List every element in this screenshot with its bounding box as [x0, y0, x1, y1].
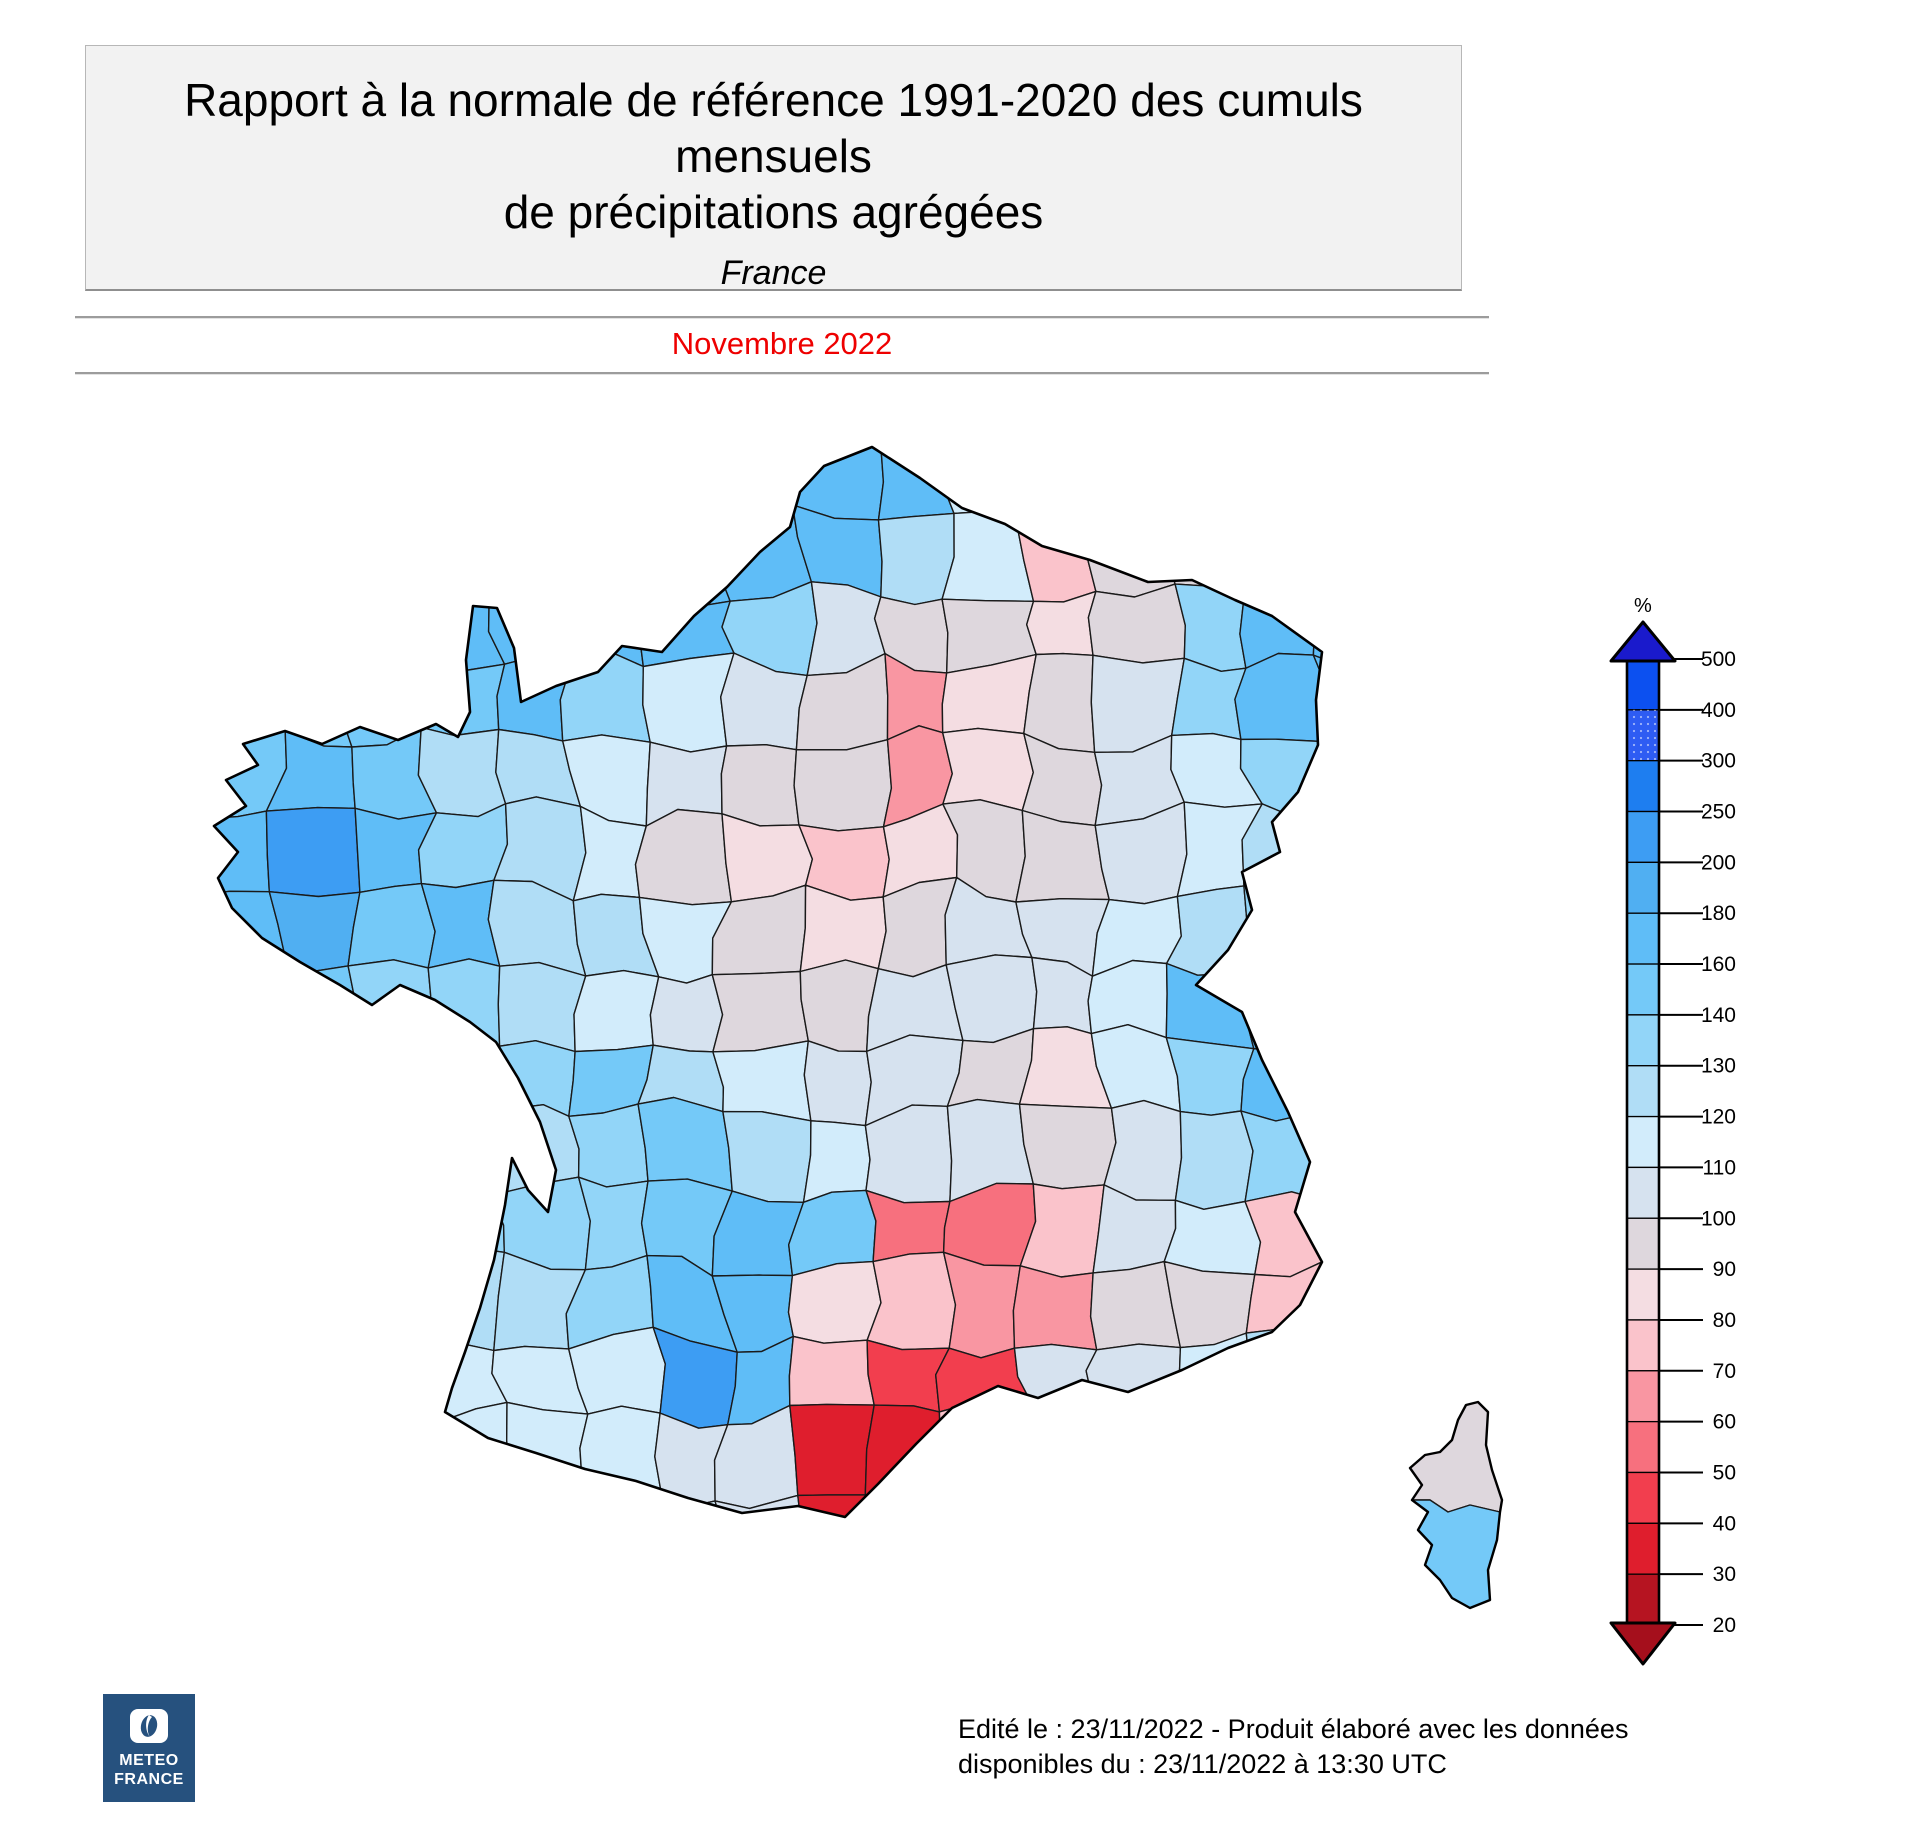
department-cell — [650, 975, 722, 1052]
department-cell — [357, 1186, 427, 1261]
period-label: Novembre 2022 — [671, 326, 893, 361]
department-cell — [432, 1402, 510, 1494]
department-cell — [800, 885, 886, 971]
legend-tick-label: 140 — [1700, 1003, 1736, 1027]
department-cell — [281, 1407, 361, 1490]
department-cell — [1319, 813, 1399, 903]
department-cell — [281, 1027, 360, 1121]
department-cell — [1244, 1404, 1330, 1485]
department-cell — [879, 513, 955, 604]
department-cell — [794, 740, 891, 831]
department-cell — [269, 892, 360, 971]
department-cell — [1322, 949, 1401, 1035]
legend-tick-label: 160 — [1700, 953, 1736, 977]
page-subtitle: France — [720, 254, 827, 292]
edition-footer — [958, 1712, 1628, 1782]
department-cell — [187, 1179, 267, 1272]
department-cell — [187, 1120, 285, 1192]
department-cell — [507, 1402, 588, 1488]
legend-tick-label: 100 — [1700, 1207, 1736, 1231]
department-cell — [1168, 434, 1246, 526]
meteo-france-logo — [103, 1694, 195, 1802]
department-cell — [194, 431, 273, 524]
legend-tick-label: 40 — [1712, 1512, 1736, 1536]
department-cell — [265, 1344, 361, 1420]
legend-segment — [1627, 659, 1659, 710]
legend-tick-label: 200 — [1700, 851, 1736, 875]
department-cell — [360, 1105, 428, 1198]
legend-tick-label: 500 — [1700, 648, 1736, 671]
department-cell — [574, 971, 659, 1052]
department-cell — [643, 653, 734, 752]
footer-line1: Edité le : 23/11/2022 - Produit élaboré avec les données — [958, 1714, 1629, 1744]
page-title-line1: Rapport à la normale de référence 1991-2020 des cumuls mensuels — [184, 74, 1363, 182]
department-cell — [338, 508, 422, 600]
department-cell — [267, 1115, 363, 1198]
department-cell — [798, 1495, 881, 1572]
department-cell — [205, 578, 282, 666]
department-cell — [202, 517, 274, 600]
department-cell — [200, 1481, 283, 1567]
department-cell — [646, 513, 730, 608]
department-cell — [189, 1253, 274, 1353]
legend-segment — [1627, 1574, 1659, 1625]
department-cell — [943, 728, 1034, 810]
department-cell — [638, 1098, 732, 1192]
department-cell — [943, 1490, 1020, 1565]
legend-tick-label: 180 — [1700, 902, 1736, 926]
logo-text-line2: FRANCE — [114, 1771, 184, 1788]
legend-segment — [1627, 964, 1659, 1015]
department-cell — [867, 1252, 955, 1349]
department-cell — [1167, 517, 1245, 588]
department-cell — [1248, 1479, 1327, 1574]
color-scale-legend — [1611, 595, 1736, 1664]
department-cell — [1317, 1479, 1397, 1574]
department-cell — [498, 963, 585, 1052]
department-cell — [865, 1105, 951, 1203]
department-cell — [1320, 1033, 1408, 1111]
legend-segment — [1627, 1320, 1659, 1371]
department-cell — [340, 1484, 432, 1569]
legend-arrow-down — [1611, 1623, 1675, 1664]
legend-segment — [1627, 913, 1659, 964]
department-cell — [1313, 594, 1400, 669]
legend-tick-label: 20 — [1712, 1614, 1736, 1637]
department-cell — [1322, 879, 1403, 960]
department-cell — [790, 1404, 874, 1495]
department-cell — [577, 1488, 665, 1576]
department-cell — [345, 1028, 429, 1117]
department-cell — [560, 434, 653, 521]
department-cell — [1017, 1395, 1107, 1497]
department-cell — [712, 972, 808, 1052]
department-cell — [1325, 1199, 1397, 1275]
department-cell — [1320, 1109, 1408, 1202]
legend-segment — [1627, 1269, 1659, 1320]
legend-segment — [1627, 1167, 1659, 1218]
logo-text-line1: METEO — [119, 1752, 179, 1769]
department-cell — [865, 1492, 955, 1572]
department-cell — [1093, 1403, 1183, 1498]
department-cell — [1240, 886, 1329, 974]
legend-segment — [1627, 1218, 1659, 1269]
department-cell — [1013, 1266, 1096, 1350]
department-cell — [1087, 513, 1175, 597]
legend-segment — [1627, 1371, 1659, 1422]
department-cell — [263, 519, 348, 600]
department-cell — [415, 1247, 504, 1351]
department-cell — [265, 1259, 367, 1352]
department-cell — [414, 500, 502, 596]
department-cell — [427, 1479, 510, 1573]
footer-line2: disponibles du : 23/11/2022 à 13:30 UTC — [958, 1749, 1447, 1779]
legend-tick-label: 50 — [1712, 1461, 1736, 1485]
department-cell — [260, 1185, 369, 1271]
legend-unit-label: % — [1634, 595, 1652, 617]
department-cell — [800, 960, 878, 1051]
department-cell — [190, 660, 286, 746]
department-cell — [1166, 964, 1254, 1049]
department-cell — [345, 960, 431, 1050]
legend-segment — [1627, 1117, 1659, 1168]
department-cell — [1013, 1490, 1108, 1565]
department-cell — [942, 510, 1033, 601]
department-cell — [1314, 502, 1399, 600]
legend-tick-label: 90 — [1712, 1258, 1736, 1282]
department-cell — [793, 440, 884, 520]
department-cell — [713, 1041, 811, 1121]
department-cell — [944, 1252, 1021, 1358]
department-cell — [272, 1481, 353, 1564]
department-cell — [348, 884, 435, 968]
department-cell — [502, 433, 565, 521]
department-cell — [331, 430, 434, 520]
department-cell — [1020, 1104, 1116, 1189]
department-cell — [265, 431, 340, 527]
department-cell — [418, 727, 505, 816]
department-cell — [1241, 1111, 1337, 1203]
department-cell — [1245, 1328, 1338, 1421]
page-title-line2: de précipitations agrégées — [503, 186, 1044, 238]
department-cell — [1104, 1101, 1181, 1201]
department-cell — [580, 1406, 662, 1495]
department-cell — [489, 512, 581, 600]
legend-tick-label: 80 — [1712, 1308, 1736, 1332]
department-cell — [804, 1041, 871, 1126]
department-cell — [489, 596, 584, 665]
legend-tick-label: 300 — [1700, 749, 1736, 773]
legend-segment — [1627, 862, 1659, 913]
legend-segment — [1627, 1472, 1659, 1523]
department-cell — [1164, 1200, 1260, 1274]
department-cell — [721, 745, 799, 826]
department-cell — [1175, 1111, 1253, 1209]
department-cell — [356, 1334, 438, 1423]
department-cell — [1316, 432, 1398, 521]
department-cell — [1166, 1038, 1254, 1116]
legend-segment-texture — [1627, 710, 1659, 761]
department-cell — [189, 1414, 290, 1490]
department-cell — [1242, 432, 1331, 523]
legend-tick-label: 30 — [1712, 1563, 1736, 1587]
department-cell — [1088, 584, 1185, 663]
legend-tick-label: 70 — [1712, 1359, 1736, 1383]
department-cell — [789, 1262, 882, 1344]
department-cell — [337, 583, 429, 664]
department-cell — [789, 1336, 874, 1405]
legend-segment — [1627, 1015, 1659, 1066]
department-cell — [266, 808, 360, 897]
department-cell — [189, 1347, 281, 1423]
department-cell — [1242, 804, 1322, 903]
legend-tick-label: 400 — [1700, 698, 1736, 722]
department-cell — [646, 434, 726, 527]
legend-segment — [1627, 1422, 1659, 1473]
department-cell — [946, 955, 1036, 1043]
department-cell — [1173, 1421, 1262, 1495]
legend-arrow-up — [1611, 622, 1675, 661]
legend-segment — [1627, 812, 1659, 863]
legend-tick-label: 110 — [1702, 1156, 1736, 1180]
department-cell — [1331, 1258, 1400, 1349]
department-cell — [1103, 1485, 1177, 1566]
department-cell — [939, 1400, 1031, 1503]
swirl-glyph — [136, 1713, 162, 1739]
legend-tick-label: 130 — [1700, 1054, 1736, 1078]
department-cell — [1014, 445, 1106, 513]
legend-segment — [1627, 1066, 1659, 1117]
department-cell — [565, 513, 656, 596]
department-cell — [1330, 1332, 1400, 1408]
department-cell — [197, 956, 294, 1035]
legend-segment — [1627, 761, 1659, 812]
department-cell — [193, 811, 270, 896]
department-cell — [1321, 741, 1391, 821]
department-cell — [937, 433, 1025, 513]
legend-tick-label: 120 — [1700, 1105, 1736, 1129]
department-cell — [356, 1259, 433, 1344]
department-cell — [416, 1186, 505, 1259]
department-cell — [569, 1104, 648, 1187]
department-cell — [1089, 445, 1181, 517]
legend-tick-label: 250 — [1700, 800, 1736, 824]
corsica-island — [1410, 1402, 1502, 1608]
department-cell — [345, 1407, 437, 1490]
department-cell — [723, 1112, 811, 1203]
department-cell — [188, 1026, 285, 1128]
department-cell — [636, 810, 732, 905]
department-cell — [1235, 654, 1329, 742]
department-cell — [274, 598, 348, 665]
legend-tick-label: 60 — [1712, 1410, 1736, 1434]
department-cell — [421, 880, 499, 968]
department-cell — [1173, 1485, 1262, 1566]
legend-segment — [1627, 1523, 1659, 1574]
department-cell — [416, 1103, 508, 1196]
department-cell — [500, 1477, 589, 1576]
department-cell — [1239, 502, 1333, 599]
department-cell — [413, 430, 505, 515]
department-cell — [1175, 1333, 1250, 1424]
meteo-france-icon — [130, 1709, 168, 1743]
department-cell — [1313, 655, 1395, 745]
department-cell — [1317, 1404, 1409, 1491]
